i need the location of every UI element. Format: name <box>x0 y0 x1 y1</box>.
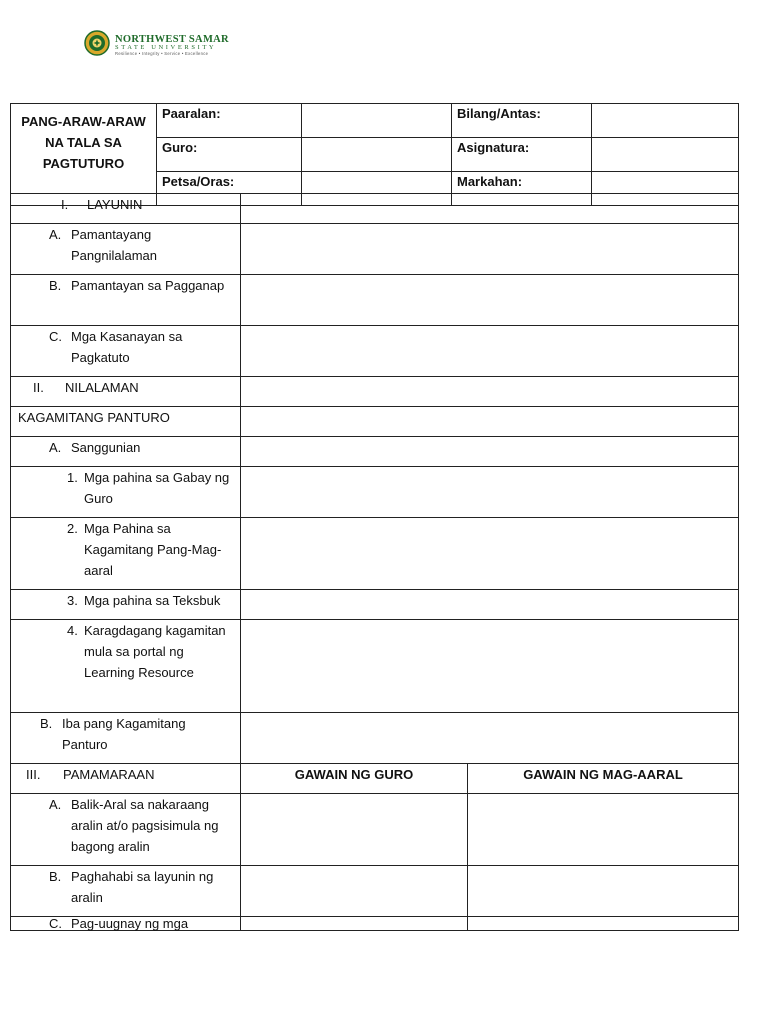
subitem-label: Mga pahina sa Teksbuk <box>84 593 221 608</box>
answer-cell[interactable] <box>241 590 739 620</box>
table-row <box>11 407 739 437</box>
student-activity-cell[interactable] <box>468 866 739 917</box>
item-letter: B. <box>49 278 62 293</box>
subitem-number: 1. <box>67 470 78 485</box>
table-row <box>11 866 739 917</box>
subitem-number: 3. <box>67 593 78 608</box>
item-cell <box>11 437 241 467</box>
table-row <box>11 764 739 794</box>
teacher-activity-header: GAWAIN NG GURO <box>241 764 468 794</box>
item-label: Pag-uugnay ng mga <box>71 916 189 931</box>
teacher-field[interactable] <box>302 138 452 172</box>
student-activity-cell[interactable] <box>468 917 739 931</box>
document-title: PANG-ARAW-ARAW NA TALA SA PAGTUTURO <box>11 104 157 206</box>
section-label: NILALAMAN <box>65 380 139 395</box>
item-label: Balik-Aral sa nakaraang aralin at/o pagsisimula ng bagong aralin <box>71 797 219 854</box>
student-activity-cell[interactable] <box>468 794 739 866</box>
answer-cell[interactable] <box>241 194 739 224</box>
table-row <box>11 467 739 518</box>
subitem-cell <box>11 467 241 518</box>
student-activity-header: GAWAIN NG MAG-AARAL <box>468 764 739 794</box>
table-row <box>11 377 739 407</box>
teacher-label: Guro: <box>157 138 302 172</box>
item-cell <box>11 224 241 275</box>
teacher-activity-cell[interactable] <box>241 917 468 931</box>
section-cell <box>11 764 241 794</box>
answer-cell[interactable] <box>241 713 739 764</box>
item-label: Mga Kasanayan sa Pagkatuto <box>71 329 183 365</box>
section-cell: KAGAMITANG PANTURO <box>11 407 241 437</box>
item-label: Iba pang Kagamitang Panturo <box>62 716 186 752</box>
subitem-cell <box>11 518 241 590</box>
table-row <box>11 620 739 713</box>
university-seal-icon <box>84 30 110 56</box>
table-row <box>11 917 739 931</box>
section-label: LAYUNIN <box>87 197 143 212</box>
item-label: Paghahabi sa layunin ng aralin <box>71 869 214 905</box>
item-letter: C. <box>49 329 62 344</box>
item-cell <box>11 275 241 326</box>
university-logo <box>84 30 234 58</box>
answer-cell[interactable] <box>241 467 739 518</box>
section-cell <box>11 377 241 407</box>
subitem-number: 4. <box>67 623 78 638</box>
answer-cell[interactable] <box>241 377 739 407</box>
item-label: Pamantayan sa Pagganap <box>71 278 225 293</box>
table-row <box>11 275 739 326</box>
item-cell <box>11 866 241 917</box>
answer-cell[interactable] <box>241 326 739 377</box>
table-row <box>11 713 739 764</box>
section-number: III. <box>26 767 41 782</box>
table-row <box>11 437 739 467</box>
answer-cell[interactable] <box>241 407 739 437</box>
item-cell <box>11 794 241 866</box>
subitem-label: Mga pahina sa Gabay ng Guro <box>84 470 230 506</box>
section-label: PAMAMARAAN <box>63 767 155 782</box>
table-row <box>11 194 739 224</box>
item-letter: A. <box>49 227 62 242</box>
subitem-cell <box>11 620 241 713</box>
answer-cell[interactable] <box>241 437 739 467</box>
lesson-plan-table <box>10 193 739 931</box>
answer-cell[interactable] <box>241 224 739 275</box>
grade-level-field[interactable] <box>592 104 739 138</box>
header-table <box>10 103 739 206</box>
grade-level-label: Bilang/Antas: <box>452 104 592 138</box>
quarter-label: Markahan: <box>452 172 592 206</box>
subitem-number: 2. <box>67 521 78 536</box>
section-number: I. <box>61 197 69 212</box>
table-row <box>11 794 739 866</box>
subject-label: Asignatura: <box>452 138 592 172</box>
item-label: Pamantayang Pangnilalaman <box>71 227 158 263</box>
table-row <box>11 326 739 377</box>
answer-cell[interactable] <box>241 620 739 713</box>
table-row <box>11 518 739 590</box>
date-time-label: Petsa/Oras: <box>157 172 302 206</box>
item-cell <box>11 713 241 764</box>
item-letter: A. <box>49 440 62 455</box>
section-cell <box>11 194 241 224</box>
item-cell <box>11 917 241 931</box>
subject-field[interactable] <box>592 138 739 172</box>
subitem-cell <box>11 590 241 620</box>
teacher-activity-cell[interactable] <box>241 866 468 917</box>
item-letter: B. <box>49 869 62 884</box>
answer-cell[interactable] <box>241 518 739 590</box>
table-row <box>11 224 739 275</box>
school-field[interactable] <box>302 104 452 138</box>
subitem-label: Mga Pahina sa Kagamitang Pang-Mag-aaral <box>84 521 222 578</box>
school-label: Paaralan: <box>157 104 302 138</box>
item-letter: C. <box>49 916 62 931</box>
item-label: Sanggunian <box>71 440 141 455</box>
table-row <box>11 590 739 620</box>
item-letter: A. <box>49 797 62 812</box>
answer-cell[interactable] <box>241 275 739 326</box>
item-letter: B. <box>40 716 53 731</box>
teacher-activity-cell[interactable] <box>241 794 468 866</box>
logo-tagline: Resilience • Integrity • Service • Excellence <box>115 51 209 56</box>
logo-name: NORTHWEST SAMAR <box>115 34 229 45</box>
logo-subtitle: STATE UNIVERSITY <box>115 44 217 51</box>
item-cell <box>11 326 241 377</box>
section-number: II. <box>33 380 44 395</box>
subitem-label: Karagdagang kagamitan mula sa portal ng Learning Resource <box>84 623 226 680</box>
